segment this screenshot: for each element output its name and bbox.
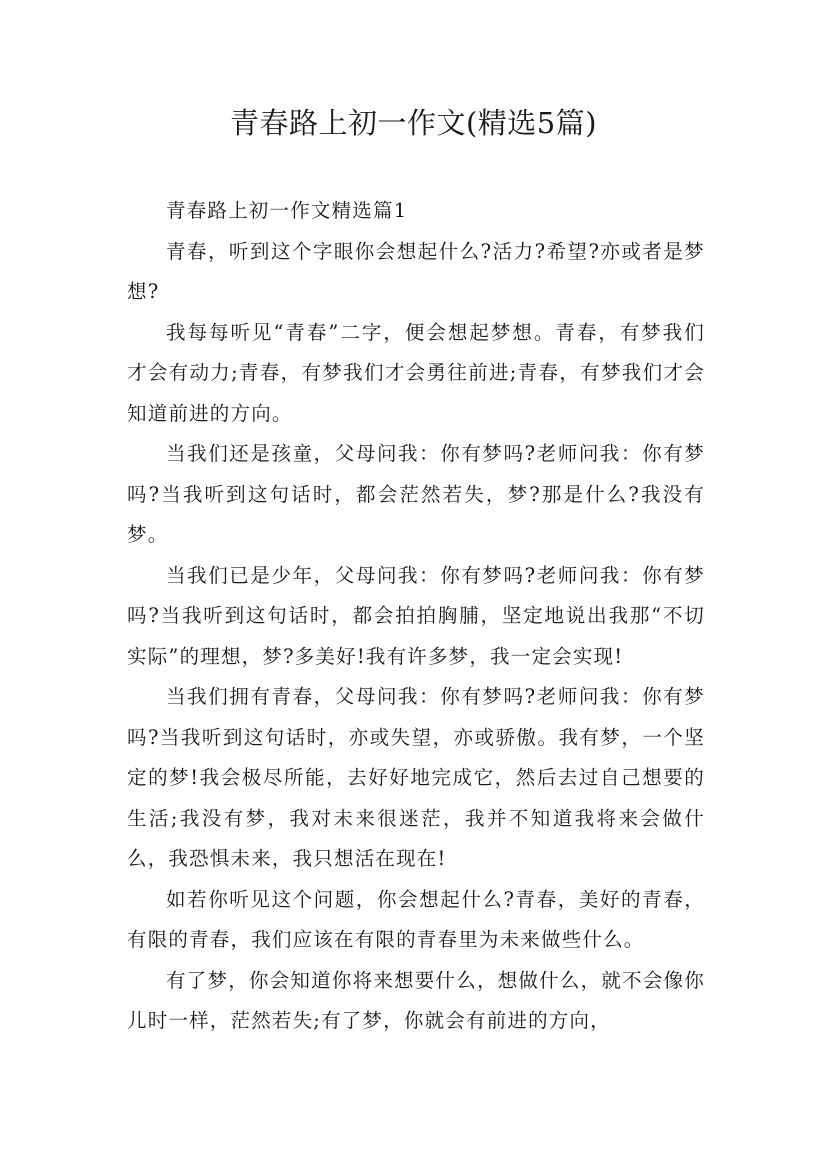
document-title: 青春路上初一作文(精选5篇) — [229, 106, 598, 140]
paragraph: 如若你听见这个问题，你会想起什么?青春，美好的青春，有限的青春，我们应该在有限的青春里为未来做些什么。 — [127, 887, 705, 951]
paragraph: 当我们已是少年，父母问我：你有梦吗?老师问我：你有梦吗?当我听到这句话时，都会拍拍胸脯，坚定地说出我那“不切实际”的理想，梦?多美好!我有许多梦，我一定会实现! — [127, 563, 705, 668]
paragraph: 青春，听到这个字眼你会想起什么?活力?希望?亦或者是梦想? — [127, 239, 705, 303]
document-body — [127, 191, 705, 1042]
section-heading: 青春路上初一作文精选篇1 — [166, 199, 408, 222]
paragraph: 我每每听见“青春”二字，便会想起梦想。青春，有梦我们才会有动力;青春，有梦我们才会勇往前进;青春，有梦我们才会知道前进的方向。 — [127, 320, 705, 425]
paragraph: 有了梦，你会知道你将来想要什么，想做什么，就不会像你儿时一样，茫然若失;有了梦，你就会有前进的方向， — [127, 968, 705, 1032]
paragraph: 当我们拥有青春，父母问我：你有梦吗?老师问我：你有梦吗?当我听到这句话时，亦或失望，亦或骄傲。我有梦，一个坚定的梦!我会极尽所能，去好好地完成它，然后去过自己想要的生活;我没有梦，我对未来很迷茫，我并不知道我将来会做什么，我恐惧未来，我只想活在现在! — [127, 685, 705, 870]
paragraph: 当我们还是孩童，父母问我：你有梦吗?老师问我：你有梦吗?当我听到这句话时，都会茫然若失，梦?那是什么?我没有梦。 — [127, 442, 705, 546]
